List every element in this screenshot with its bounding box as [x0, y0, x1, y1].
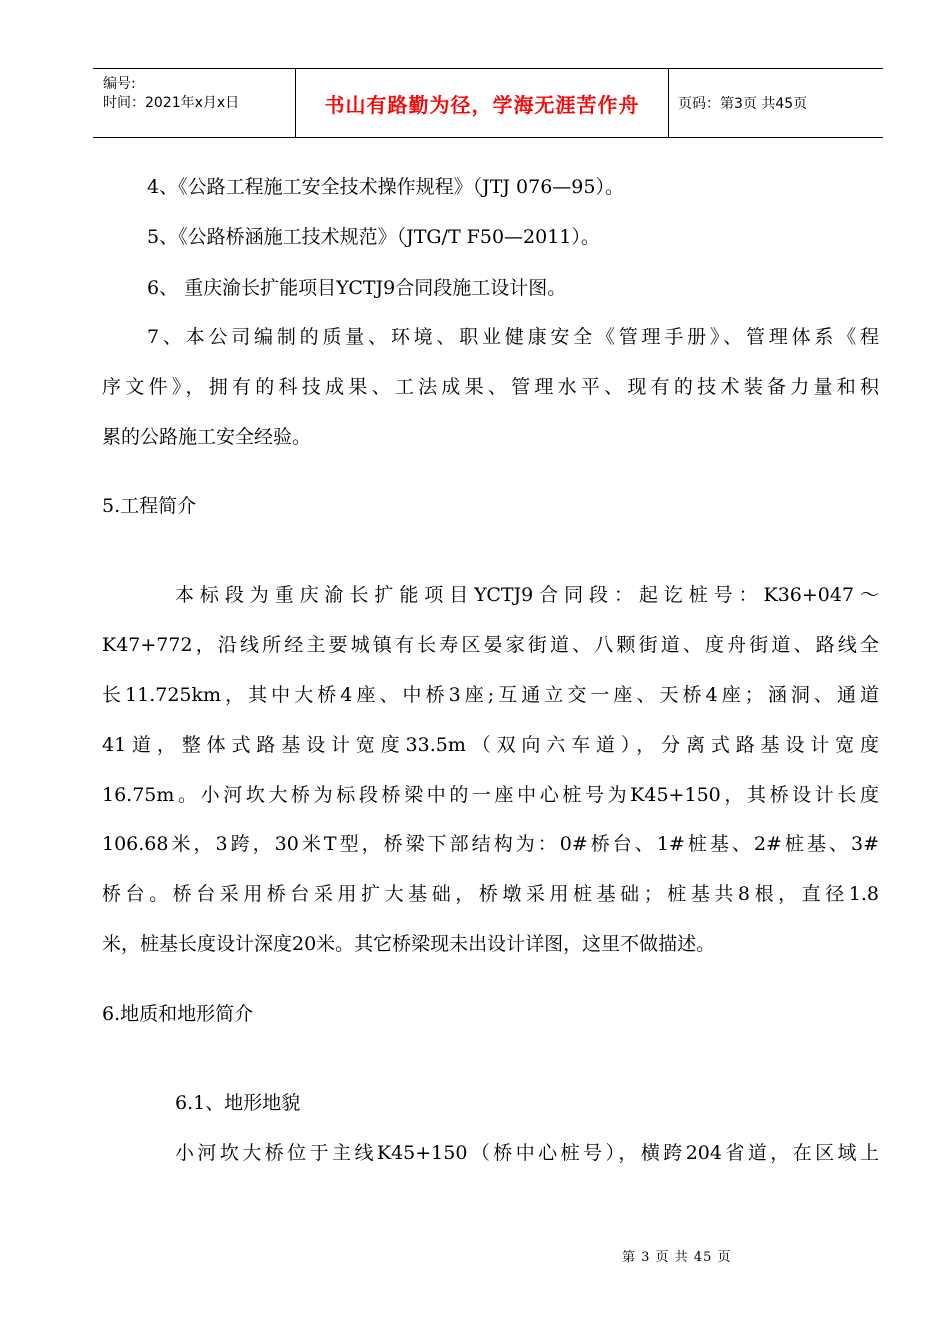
list-item-7-line-3: 累的公路施工安全经验。: [102, 426, 312, 448]
header-motto: 书山有路勤为径，学海无涯苦作舟: [324, 93, 640, 117]
paragraph-5-line-4: 41道，整体式路基设计宽度33.5m（双向六车道），分离式路基设计宽度: [102, 734, 879, 756]
paragraph-5-line-2: K47+772，沿线所经主要城镇有长寿区晏家街道、八颗街道、度舟街道、路线全: [102, 634, 879, 656]
section-6-1-title: 6.1、地形地貌: [175, 1092, 301, 1114]
section-5-title: 5.工程简介: [102, 495, 197, 517]
header-page-cell: [668, 69, 883, 137]
paragraph-5-line-5: 16.75m。小河坎大桥为标段桥梁中的一座中心桩号为K45+150，其桥设计长度: [102, 784, 879, 806]
page-header: [93, 68, 883, 138]
header-page-number: 页码：第3页 共45页: [678, 96, 808, 112]
paragraph-5-line-6: 106.68米，3跨，30米T型，桥梁下部结构为：0#桥台、1#桩基、2#桩基、3#: [102, 833, 879, 855]
document-number-label: 编号:: [103, 76, 136, 92]
paragraph-6-1-line-1: 小河坎大桥位于主线K45+150（桥中心桩号），横跨204省道，在区域上: [175, 1142, 879, 1164]
section-6-title: 6.地质和地形简介: [102, 1003, 254, 1025]
header-motto-cell: [295, 69, 669, 137]
paragraph-5-line-8: 米，桩基长度设计深度20米。其它桥梁现未出设计详图，这里不做描述。: [102, 933, 716, 955]
list-item-5: 5、《公路桥涵施工技术规范》（JTG/T F50—2011）。: [147, 226, 600, 248]
list-item-6: 6、 重庆渝长扩能项目YCTJ9合同段施工设计图。: [147, 277, 567, 299]
list-item-4: 4、《公路工程施工安全技术操作规程》（JTJ 076—95）。: [147, 176, 624, 198]
paragraph-5-line-3: 长11.725km，其中大桥4座、中桥3座;互通立交一座、天桥4座；涵洞、通道: [102, 684, 879, 706]
paragraph-5-line-1: 本标段为重庆渝长扩能项目YCTJ9合同段：起讫桩号：K36+047～: [175, 584, 879, 606]
document-time-label: 时间：2021年x月x日: [103, 95, 240, 111]
list-item-7-line-2: 序文件》，拥有的科技成果、工法成果、管理水平、现有的技术装备力量和积: [102, 376, 879, 398]
page-footer: 第 3 页 共 45 页: [622, 1250, 732, 1265]
header-info-cell: [93, 69, 295, 137]
paragraph-5-line-7: 桥台。桥台采用桥台采用扩大基础，桥墩采用桩基础；桩基共8根，直径1.8: [102, 883, 879, 905]
list-item-7-line-1: 7、本公司编制的质量、环境、职业健康安全《管理手册》、管理体系《程: [147, 326, 879, 348]
